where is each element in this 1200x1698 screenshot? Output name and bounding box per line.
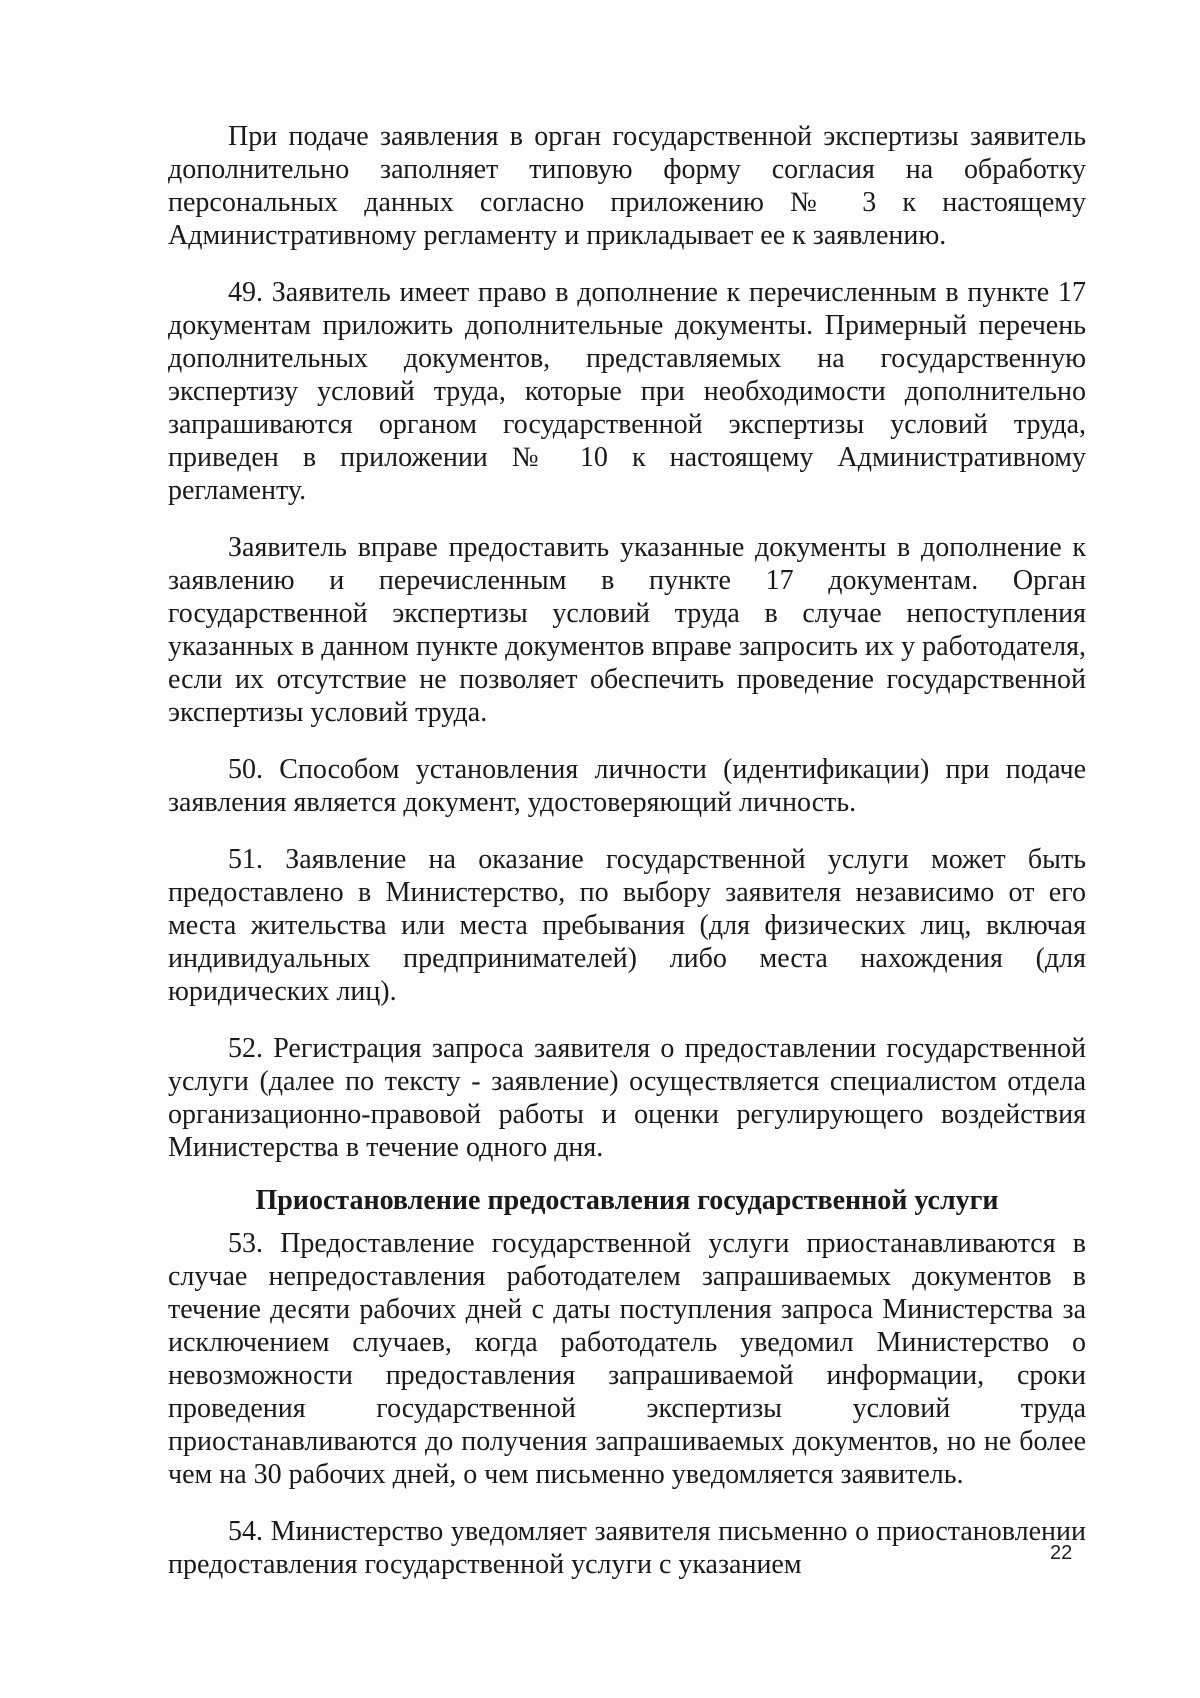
paragraph-53: 53. Предоставление государственной услуги приостанавливаются в случае непредоставления работодателем запрашиваемых документов в течение десяти рабочих дней с даты поступления запроса Министерства за исключением случаев, когда работодатель уведомил Министерство о невозможности предоставления запрашиваемой информации, сроки проведения государственной экспертизы условий труда приостанавливаются до получения запрашиваемых документов, но не более чем на 30 рабочих дней, о чем письменно уведомляется заявитель. [168, 1228, 1086, 1490]
paragraph-52: 52. Регистрация запроса заявителя о предоставлении государственной услуги (далее по тексту - заявление) осуществляется специалистом отдела организационно-правовой работы и оценки регулирующего воздействия Министерства в течение одного дня. [168, 1033, 1086, 1163]
paragraph-consent: При подаче заявления в орган государственной экспертизы заявитель дополнительно заполняет типовую форму согласия на обработку персональных данных согласно приложению № 3 к настоящему Административному регламенту и прикладывает ее к заявлению. [168, 121, 1086, 251]
section-heading-suspension: Приостановление предоставления государственной услуги [255, 1185, 999, 1216]
paragraph-49: 49. Заявитель имеет право в дополнение к перечисленным в пункте 17 документам приложить дополнительные документы. Примерный перечень дополнительных документов, представляемых на государственную экспертизу условий труда, которые при необходимости дополнительно запрашиваются органом государственной экспертизы условий труда, приведен в приложении № 10 к настоящему Административному регламенту. [168, 277, 1086, 506]
paragraph-54: 54. Министерство уведомляет заявителя письменно о приостановлении предоставления государственной услуги с указанием [168, 1516, 1086, 1580]
paragraph-50: 50. Способом установления личности (идентификации) при подаче заявления является документ, удостоверяющий личность. [168, 754, 1086, 818]
document-body [168, 120, 1086, 1605]
paragraph-additional-docs: Заявитель вправе предоставить указанные документы в дополнение к заявлению и перечисленным в пункте 17 документам. Орган государственной экспертизы условий труда в случае непоступления указанных в данном пункте документов вправе запросить их у работодателя, если их отсутствие не позволяет обеспечить проведение государственной экспертизы условий труда. [168, 532, 1086, 728]
page-number: 22 [1050, 1542, 1073, 1564]
paragraph-51: 51. Заявление на оказание государственной услуги может быть предоставлено в Министерство, по выбору заявителя независимо от его места жительства или места пребывания (для физических лиц, включая индивидуальных предпринимателей) либо места нахождения (для юридических лиц). [168, 844, 1086, 1007]
